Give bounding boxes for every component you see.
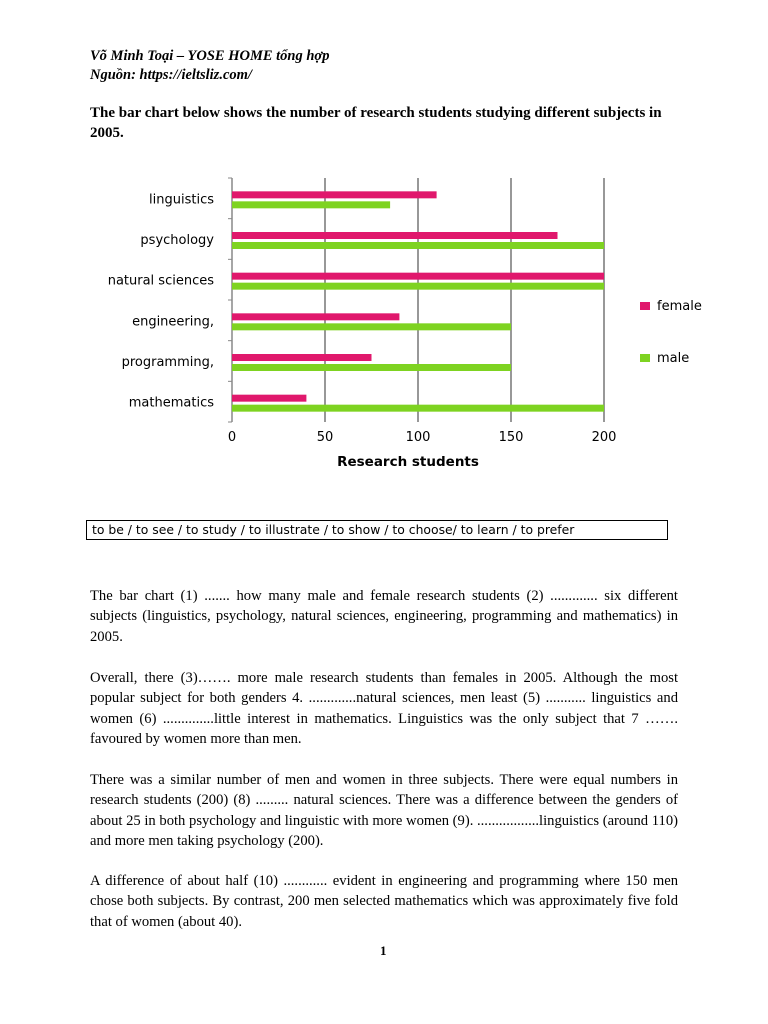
paragraph-1: The bar chart (1) ....... how many male and female research students (2) ............. six different subjects (linguistics, psychology, natural sciences, engineering, programming and mathematics) in 2005. [90,587,678,645]
x-axis-label: Research students [337,454,479,470]
page-number: 1 [380,943,387,958]
task-title: The bar chart below shows the number of research students studying different subjects in 2005. [90,105,662,141]
male-bar-psychology [232,242,604,249]
source-line: Nguồn: https://ieltsliz.com/ [90,67,252,83]
male-bar-mathematics [232,405,604,412]
category-label: engineering, [132,314,214,330]
category-label: psychology [140,233,214,248]
author-line: Võ Minh Toại – YOSE HOME tổng hợp [90,48,330,64]
female-bar-linguistics [232,191,437,198]
word-bank: to be / to see / to study / to illustrate / to show / to choose/ to learn / to prefer [86,520,668,540]
category-label: natural sciences [107,273,214,289]
female-bar-mathematics [232,395,306,402]
x-tick-label: 200 [591,430,617,445]
male-bar-programming [232,364,511,371]
bar-chart [88,168,702,480]
category-label: mathematics [128,395,214,411]
female-bar-programming [232,354,372,361]
paragraph-4: A difference of about half (10) ............ evident in engineering and programming where 150 men chose both subjects. By contrast, 200 men selected mathematics which was approximately five fold that of women (about 40). [90,872,678,930]
legend-swatch-male [640,354,650,362]
female-bar-psychology [232,232,558,239]
female-bar-engineering [232,313,399,320]
male-bar-naturalsciences [232,283,604,290]
document-header [90,47,329,85]
x-tick-label: 150 [498,430,524,445]
paragraph-3: There was a similar number of men and women in three subjects. There were equal numbers in research students (200) (8) ......... natural sciences. There was a difference between the genders of about 25 in both psychology and linguistic with more women (9). .................linguistics (around 110) and more men taking psychology (200). [90,771,678,850]
male-bar-engineering [232,323,511,330]
category-label: linguistics [149,192,214,208]
legend-label-female: female [657,299,702,314]
x-tick-label: 100 [405,430,431,445]
paragraph-2: Overall, there (3)……. more male research students than females in 2005. Although the most popular subject for both genders 4. .............natural sciences, men least (5) ........... linguistics and women (6) ..............little interest in mathematics. Linguistics was the only subject that 7 ……. favoured by women more than men. [90,669,678,748]
female-bar-naturalsciences [232,273,604,280]
legend-label-male: male [657,351,690,366]
x-tick-label: 0 [227,430,237,445]
category-label: programming, [121,355,214,370]
legend-swatch-female [640,302,650,310]
male-bar-linguistics [232,201,390,208]
x-tick-label: 50 [316,430,334,445]
